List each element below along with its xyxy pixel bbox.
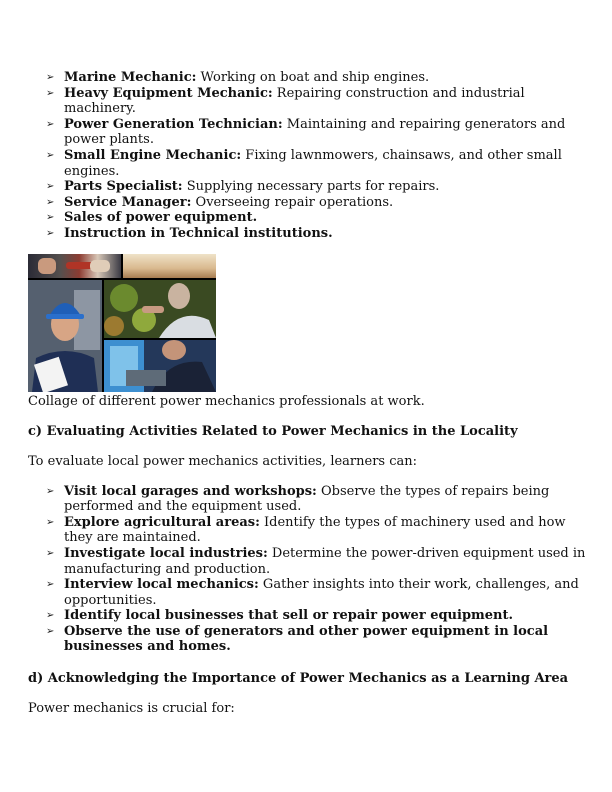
item-term: Heavy Equipment Mechanic: <box>64 85 273 101</box>
item-term: Observe the use of generators and other power equipment in local businesses and homes. <box>64 623 549 655</box>
photo-workshop-bench <box>123 254 216 278</box>
item-term: Power Generation Technician: <box>64 116 283 132</box>
list-item <box>46 546 588 577</box>
item-text: Working on boat and ship engines. <box>196 70 430 85</box>
section-c-intro: To evaluate local power mechanics activities, learners can: <box>28 453 418 469</box>
item-text: Overseeing repair operations. <box>191 194 394 210</box>
item-term: Interview local mechanics: <box>64 577 259 593</box>
machine-image <box>104 340 216 392</box>
list-item <box>46 210 588 226</box>
item-text: Fixing lawnmowers, chainsaws, and other small engines. <box>64 147 562 179</box>
item-term: Marine Mechanic: <box>64 70 197 85</box>
item-term: Investigate local industries: <box>64 545 268 561</box>
item-term: Sales of power equipment. <box>64 210 258 226</box>
image-caption: Collage of different power mechanics professionals at work. <box>28 393 425 409</box>
photo-hands-with-tools <box>28 254 121 278</box>
list-item <box>46 226 588 242</box>
evaluation-activities-list <box>28 484 588 656</box>
section-c-heading: c) Evaluating Activities Related to Power Mechanics in the Locality <box>28 423 518 439</box>
document-page <box>28 70 588 717</box>
item-text: Gather insights into their work, challenges, and opportunities. <box>64 577 579 608</box>
section-d-intro: Power mechanics is crucial for: <box>28 701 235 717</box>
item-text: Observe the types of repairs being performed and the equipment used. <box>64 483 550 515</box>
list-item <box>46 179 588 195</box>
section-d-heading: d) Acknowledging the Importance of Power Mechanics as a Learning Area <box>28 671 569 687</box>
item-term: Visit local garages and workshops: <box>64 483 317 499</box>
item-term: Parts Specialist: <box>64 179 183 195</box>
plants-image <box>104 280 216 338</box>
list-item <box>46 577 588 608</box>
item-text: Repairing construction and industrial machinery. <box>64 85 525 117</box>
photo-mechanic-at-machine <box>104 340 216 392</box>
list-item <box>46 608 588 624</box>
list-item <box>46 148 588 179</box>
item-term: Explore agricultural areas: <box>64 514 260 530</box>
list-item <box>46 195 588 211</box>
careers-list <box>28 70 588 242</box>
item-term: Identify local businesses that sell or repair power equipment. <box>64 608 514 624</box>
list-item <box>46 70 588 86</box>
worker-image <box>28 280 102 392</box>
list-item <box>46 86 588 117</box>
mechanics-photo-collage <box>28 254 216 392</box>
photo-worker-hard-hat <box>28 280 102 392</box>
photo-man-with-plants <box>104 280 216 338</box>
item-term: Service Manager: <box>64 194 192 210</box>
list-item <box>46 484 588 515</box>
item-term: Instruction in Technical institutions. <box>64 225 333 241</box>
item-text: Maintaining and repairing generators and power plants. <box>64 116 566 148</box>
list-item <box>46 117 588 148</box>
list-item <box>46 515 588 546</box>
item-text: Supplying necessary parts for repairs. <box>182 179 440 195</box>
list-item <box>46 624 588 655</box>
item-term: Small Engine Mechanic: <box>64 147 242 163</box>
item-text: Determine the power-driven equipment used in manufacturing and production. <box>64 545 586 577</box>
item-text: Identify the types of machinery used and how they are maintained. <box>64 514 566 546</box>
tools-image <box>28 254 121 278</box>
